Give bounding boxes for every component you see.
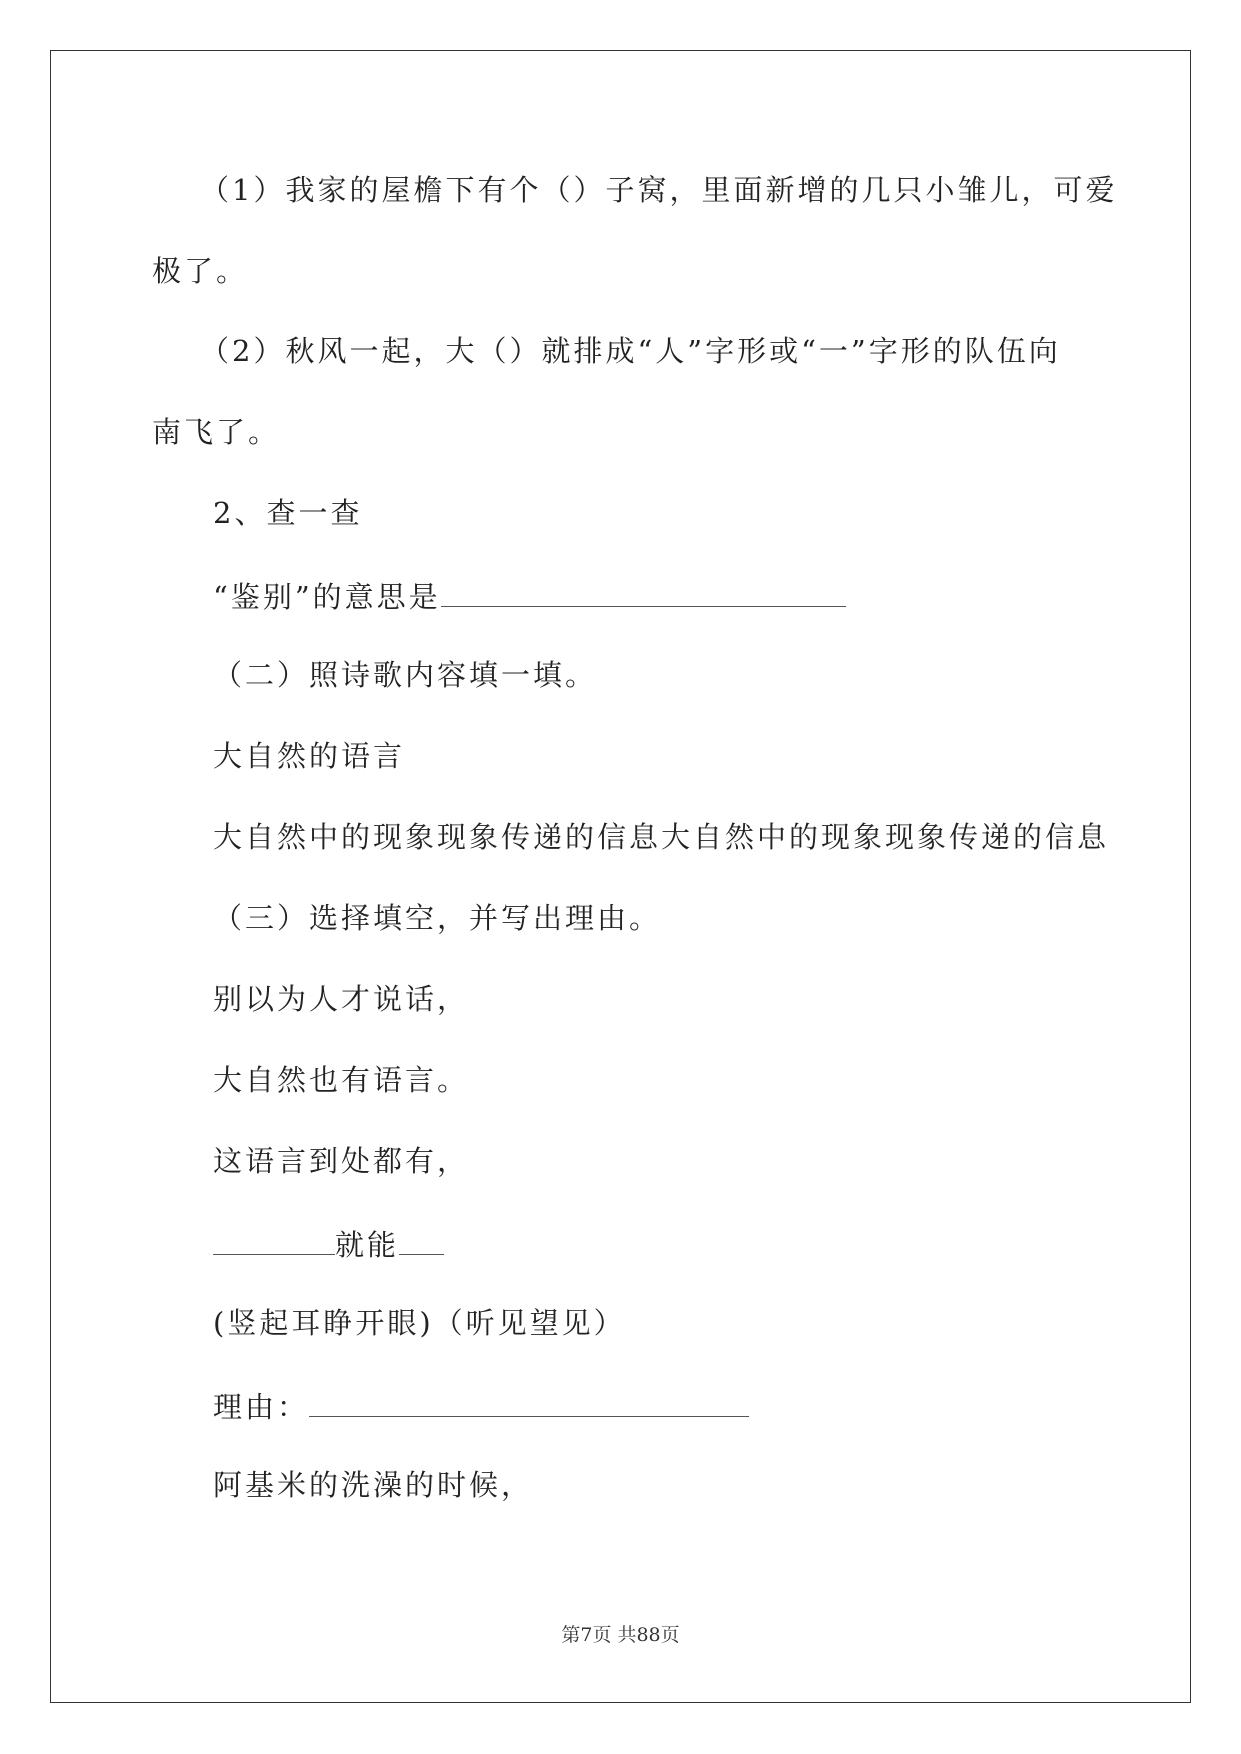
page-border — [50, 50, 1191, 1703]
table-header-text: 大自然中的现象现象传递的信息大自然中的现象现象传递的信息 — [213, 820, 1110, 854]
question-1-line-2: 极了。 — [152, 254, 249, 288]
reason-line — [213, 1390, 749, 1422]
fill-blank-connector: 就能 — [335, 1228, 400, 1262]
section-two-heading: （二）照诗歌内容填一填。 — [213, 658, 598, 692]
page-footer — [0, 1620, 1241, 1647]
page-number: 第7页 — [561, 1624, 612, 1646]
poem-line-2: 大自然也有语言。 — [213, 1063, 470, 1097]
jianbie-meaning-label: “鉴别”的意思是 — [213, 580, 441, 614]
jianbie-answer-blank[interactable] — [441, 580, 846, 607]
reason-label: 理由： — [213, 1390, 310, 1424]
fill-blank-second[interactable] — [399, 1228, 444, 1255]
question-2-line-2: 南飞了。 — [152, 415, 281, 449]
fill-blank-line — [213, 1228, 444, 1260]
section-three-heading: （三）选择填空，并写出理由。 — [213, 901, 662, 935]
question-2-line-1: （2）秋风一起，大（）就排成“人”字形或“一”字形的队伍向 — [200, 334, 1061, 368]
poem-line-1: 别以为人才说话， — [213, 982, 470, 1016]
choice-options: (竖起耳睁开眼)（听见望见） — [213, 1306, 626, 1340]
total-pages: 共88页 — [617, 1624, 680, 1646]
question-1-line-1: （1）我家的屋檐下有个（）子窝，里面新增的几只小雏儿，可爱 — [200, 173, 1118, 207]
archimedes-line: 阿基米的洗澡的时候， — [213, 1468, 534, 1502]
poem-line-3: 这语言到处都有， — [213, 1144, 470, 1178]
section-lookup-heading: 2、查一查 — [213, 496, 363, 530]
poem-title: 大自然的语言 — [213, 739, 406, 773]
reason-answer-blank[interactable] — [309, 1390, 749, 1417]
jianbie-meaning-line — [213, 580, 846, 612]
fill-blank-first[interactable] — [213, 1228, 335, 1255]
